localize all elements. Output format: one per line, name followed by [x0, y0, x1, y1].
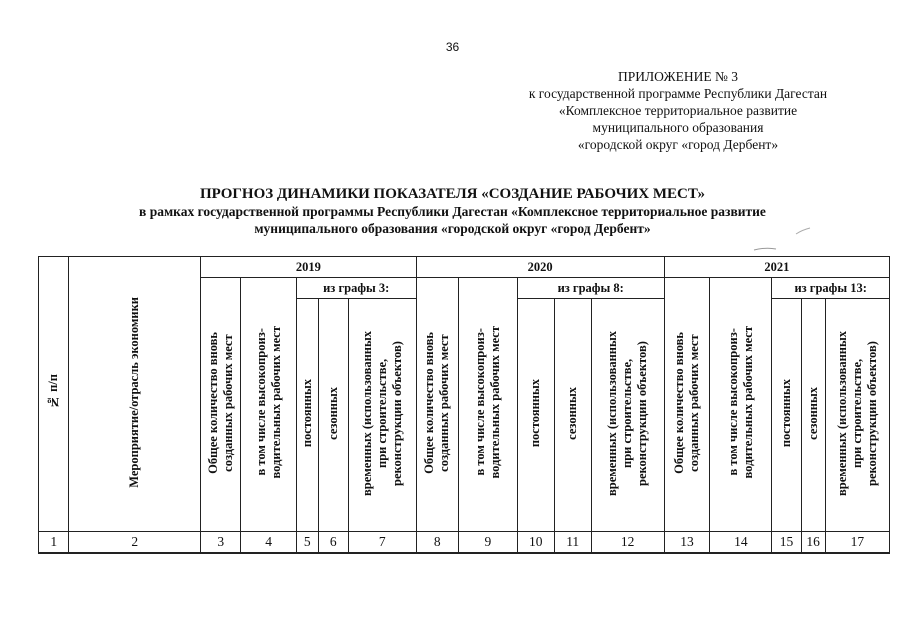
column-number: 6 — [318, 532, 348, 554]
year-header-2021: 2021 — [664, 257, 889, 278]
appendix-line: ПРИЛОЖЕНИЕ № 3 — [617, 69, 739, 84]
year-header-2020: 2020 — [416, 257, 664, 278]
header-temporary-2019: временных (использованных при строительстве, реконструкции объектов) — [349, 299, 417, 532]
column-number: 5 — [296, 532, 318, 554]
header-activity: Мероприятие/отрасль экономики — [69, 257, 201, 532]
appendix-line: «Комплексное территориальное развитие — [558, 103, 798, 118]
forecast-table — [38, 256, 890, 554]
title-line-1: ПРОГНОЗ ДИНАМИКИ ПОКАЗАТЕЛЯ «СОЗДАНИЕ РАБОЧИХ МЕСТ» — [199, 186, 706, 202]
pen-mark-icon — [752, 226, 812, 252]
appendix-line: к государственной программе Республики Дагестан — [528, 86, 828, 101]
column-number: 10 — [517, 532, 554, 554]
column-number: 1 — [39, 532, 69, 554]
column-number: 4 — [241, 532, 296, 554]
header-temporary-2020: временных (использованных при строительстве, реконструкции объектов) — [591, 299, 664, 532]
column-number: 8 — [416, 532, 458, 554]
header-temporary-2021: временных (использованных при строительстве, реконструкции объектов) — [825, 299, 889, 532]
appendix-line: муниципального образования — [592, 120, 764, 135]
column-number: 16 — [801, 532, 825, 554]
header-seasonal-2020: сезонных — [554, 299, 591, 532]
column-number: 17 — [825, 532, 889, 554]
title-line-3: муниципального образования «городской округ «город Дербент» — [254, 221, 651, 236]
header-total-2019: Общее количество вновь созданных рабочих мест — [201, 278, 241, 532]
header-permanent-2021: постоянных — [772, 299, 801, 532]
of-column-header-2021: из графы 13: — [772, 278, 890, 299]
column-number: 7 — [349, 532, 417, 554]
column-number: 11 — [554, 532, 591, 554]
header-high-productivity-2020: в том числе высокопроиз- водительных рабочих мест — [458, 278, 517, 532]
header-seasonal-2019: сезонных — [318, 299, 348, 532]
column-number: 12 — [591, 532, 664, 554]
column-number: 3 — [201, 532, 241, 554]
of-column-header-2020: из графы 8: — [517, 278, 664, 299]
header-permanent-2019: постоянных — [296, 299, 318, 532]
appendix-line: «городской округ «город Дербент» — [577, 137, 779, 152]
title-line-2: в рамках государственной программы Республики Дагестан «Комплексное территориальное развитие — [139, 204, 766, 219]
year-header-2019: 2019 — [201, 257, 416, 278]
column-number: 14 — [710, 532, 772, 554]
appendix-block — [498, 68, 858, 153]
header-number: № п/п — [39, 257, 69, 532]
header-total-2021: Общее количество вновь созданных рабочих мест — [664, 278, 710, 532]
header-high-productivity-2021: в том числе высокопроиз- водительных рабочих мест — [710, 278, 772, 532]
header-seasonal-2021: сезонных — [801, 299, 825, 532]
column-number: 2 — [69, 532, 201, 554]
column-number: 15 — [772, 532, 801, 554]
header-total-2020: Общее количество вновь созданных рабочих мест — [416, 278, 458, 532]
header-permanent-2020: постоянных — [517, 299, 554, 532]
of-column-header-2019: из графы 3: — [296, 278, 416, 299]
page-number: 36 — [445, 40, 460, 54]
column-number: 9 — [458, 532, 517, 554]
column-number: 13 — [664, 532, 710, 554]
header-high-productivity-2019: в том числе высокопроиз- водительных рабочих мест — [241, 278, 296, 532]
column-numbers-row — [39, 532, 890, 554]
